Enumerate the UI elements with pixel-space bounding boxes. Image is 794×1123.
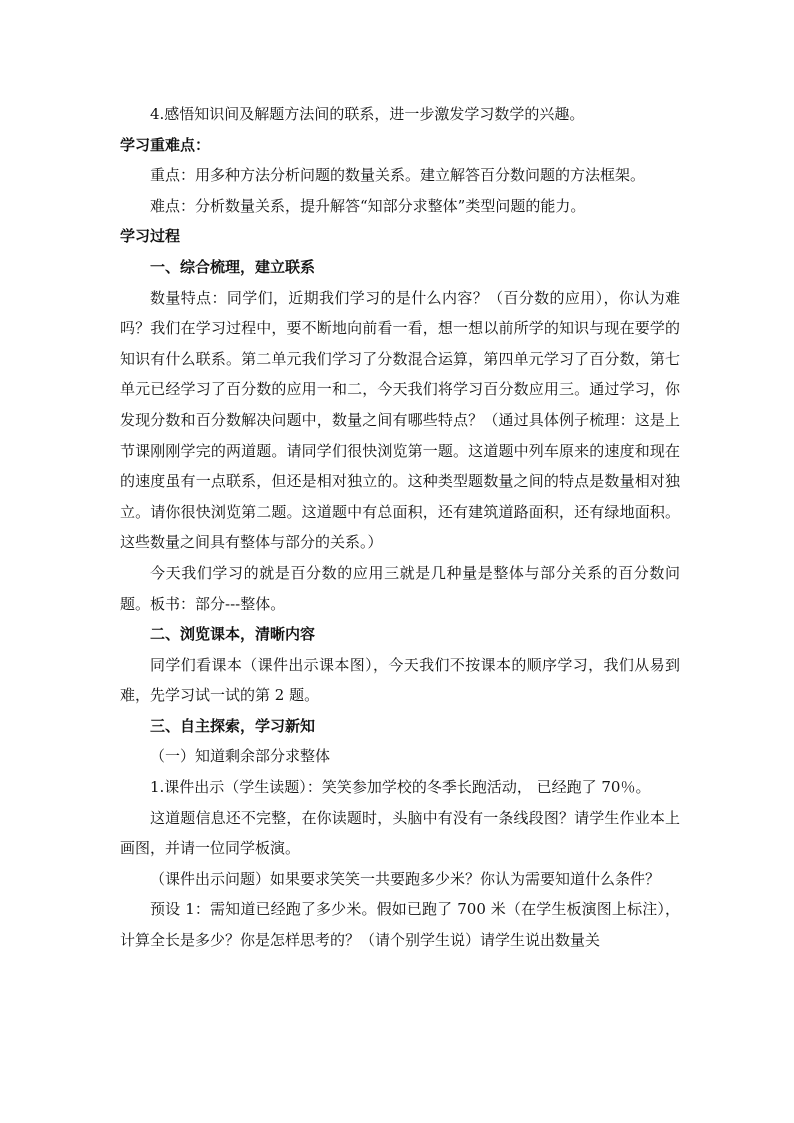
section-1-paragraph-1: 数量特点：同学们，近期我们学习的是什么内容？（百分数的应用），你认为难吗？我们在学习过程中，要不断地向前看一看，想一想以前所学的知识与现在要学的知识有什么联系。第二单元我们学习了分数混合运算，第四单元学习了百分数，第七单元已经学习了百分数的应用一和二，今天我们将学习百分数应用三。通过学习，你发现分数和百分数解决问题中，数量之间有哪些特点？（通过具体例子梳理：这是上节课刚刚学完的两道题。请同学们很快浏览第一题。这道题中列车原来的速度和现在的速度虽有一点联系，但还是相对独立的。这种类型题数量之间的特点是数量相对独立。请你很快浏览第二题。这道题中有总面积，还有建筑道路面积，还有绿地面积。这些数量之间具有整体与部分的关系。） (120, 288, 680, 552)
problem-1-note: 这道题信息还不完整，在你读题时，头脑中有没有一条线段图？请学生作业本上画图，并请一位同学板演。 (120, 808, 680, 858)
heading-learning-process: 学习过程 (120, 227, 181, 246)
document-body (120, 99, 680, 956)
objective-4: 4.感悟知识间及解题方法间的联系，进一步激发学习数学的兴趣。 (150, 105, 585, 123)
key-point: 重点：用多种方法分析问题的数量关系。建立解答百分数问题的方法框架。 (150, 166, 646, 185)
subsection-1-heading: （一）知道剩余部分求整体 (150, 747, 331, 766)
section-1-paragraph-2: 今天我们学习的就是百分数的应用三就是几种量是整体与部分关系的百分数问题。板书：部分---整体。 (120, 563, 680, 613)
section-1-heading: 一、综合梳理，建立联系 (150, 257, 316, 276)
section-2-heading: 二、浏览课本，清晰内容 (150, 625, 316, 644)
preset-1: 预设 1：需知道已经跑了多少米。假如已跑了 700 米（在学生板演图上标注），计算全长是多少？你是怎样思考的？（请个别学生说）请学生说出数量关 (120, 900, 680, 950)
problem-1-question: （课件出示问题）如果要求笑笑一共要跑多少米？你认为需要知道什么条件？ (150, 869, 661, 888)
section-3-heading: 三、自主探索，学习新知 (150, 716, 316, 735)
heading-key-difficulties: 学习重难点： (120, 135, 211, 154)
problem-1: 1.课件出示（学生读题）：笑笑参加学校的冬季长跑活动， 已经跑了 70％。 (150, 778, 651, 797)
section-2-paragraph: 同学们看课本（课件出示课本图），今天我们不按课本的顺序学习，我们从易到难，先学习试一试的第 2 题。 (120, 655, 680, 705)
difficult-point: 难点：分析数量关系，提升解答“知部分求整体”类型问题的能力。 (150, 196, 586, 215)
